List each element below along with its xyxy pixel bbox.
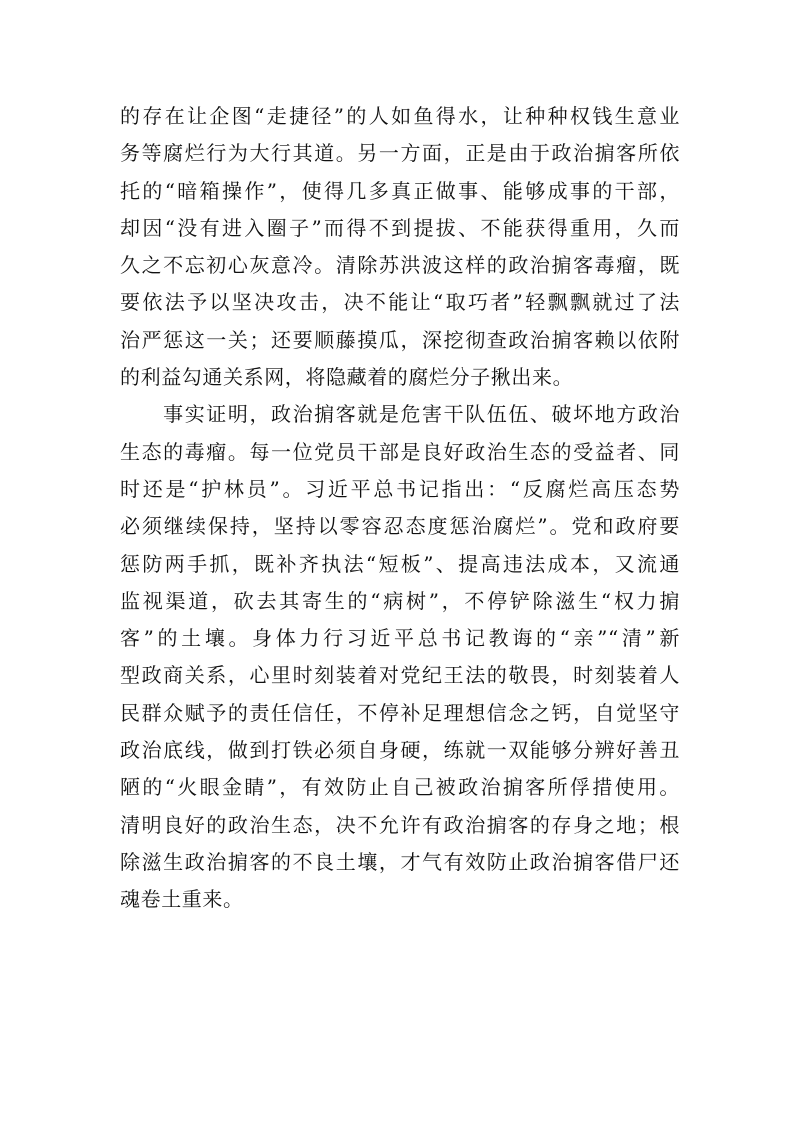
text-line: 民群众赋予的责任信任，不停补足理想信念之钙，自觉坚守 (120, 700, 680, 725)
text-line: 客”的土壤。身体力行习近平总书记教诲的“亲”“清”新 (120, 626, 680, 651)
text-line: 时还是“护林员”。习近平总书记指出：“反腐烂高压态势 (120, 476, 680, 501)
text-line: 监视渠道，砍去其寄生的“病树”，不停铲除滋生“权力掮 (120, 588, 680, 613)
text-line: 托的“暗箱操作”，使得几多真正做事、能够成事的干部， (120, 178, 680, 203)
text-line: 清明良好的政治生态，决不允许有政治掮客的存身之地；根 (120, 812, 680, 837)
text-line: 魂卷土重来。 (120, 887, 244, 912)
paragraph-1 (120, 98, 680, 396)
text-line: 型政商关系，心里时刻装着对党纪王法的敬畏，时刻装着人 (120, 663, 680, 688)
text-line: 政治底线，做到打铁必须自身硬，练就一双能够分辨好善丑 (120, 738, 680, 763)
text-line: 必须继续保持，坚持以零容忍态度惩治腐烂”。党和政府要 (120, 514, 680, 539)
text-line: 惩防两手抓，既补齐执法“短板”、提高违法成本，又流通 (120, 551, 680, 576)
text-line: 却因“没有进入圈子”而得不到提拔、不能获得重用，久而 (120, 215, 680, 240)
text-line: 除滋生政治掮客的不良土壤，才气有效防止政治掮客借尸还 (120, 849, 680, 874)
text-line: 治严惩这一关；还要顺藤摸瓜，深挖彻查政治掮客赖以依附 (120, 327, 680, 352)
text-line: 要依法予以坚决攻击，决不能让“取巧者”轻飘飘就过了法 (120, 290, 680, 315)
text-line: 务等腐烂行为大行其道。另一方面，正是由于政治掮客所依 (120, 141, 680, 166)
text-line: 久之不忘初心灰意冷。清除苏洪波这样的政治掮客毒瘤，既 (120, 253, 680, 278)
text-line: 陋的“火眼金睛”，有效防止自己被政治掮客所俘措使用。 (120, 775, 680, 800)
text-line: 的存在让企图“走捷径”的人如鱼得水，让种种权钱生意业 (120, 104, 680, 128)
paragraph-2 (120, 396, 680, 918)
text-line: 生态的毒瘤。每一位党员干部是良好政治生态的受益者、同 (120, 439, 680, 464)
text-line: 的利益勾通关系网，将隐藏着的腐烂分子揪出来。 (120, 365, 574, 390)
document-body (120, 98, 680, 919)
text-line: 事实证明，政治掮客就是危害干队伍伍、破坏地方政治 (120, 402, 680, 427)
